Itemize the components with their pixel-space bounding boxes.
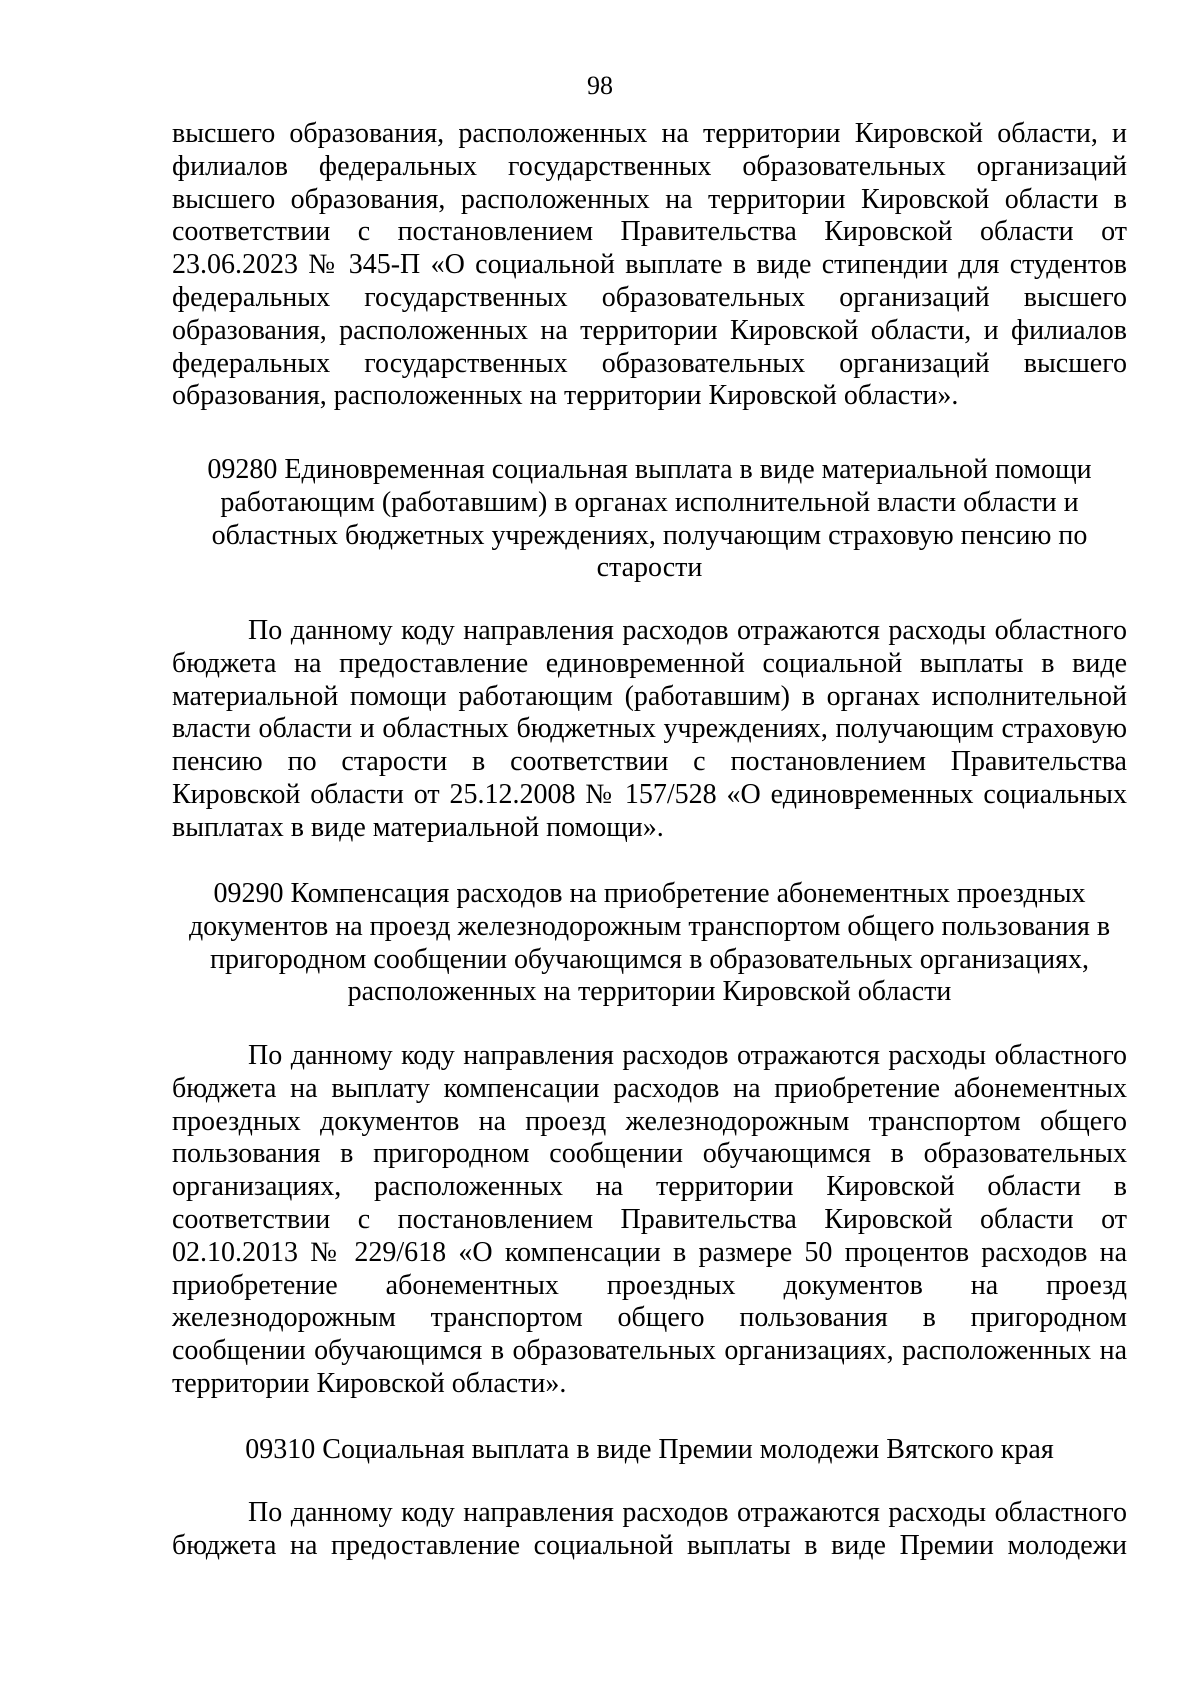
text-line: пользования в пригородном сообщении обучающимся в образовательных — [172, 1138, 1127, 1170]
text-line: федеральных государственных образовательных организаций высшего — [172, 281, 1127, 313]
text-line: бюджета на выплату компенсации расходов на приобретение абонементных — [172, 1072, 1127, 1104]
text-line: бюджета на предоставление единовременной социальной выплаты в виде — [172, 647, 1127, 679]
section-heading-09280 — [172, 454, 1127, 585]
text-line: железнодорожным транспортом общего пользования в пригородном — [172, 1302, 1127, 1334]
paragraph-09280 — [172, 615, 1127, 845]
text-line: приобретение абонементных проездных документов на проезд — [172, 1269, 1127, 1301]
text-line: территории Кировской области». — [172, 1367, 567, 1399]
text-line: 02.10.2013 № 229/618 «О компенсации в размере 50 процентов расходов на — [172, 1236, 1127, 1268]
text-line: сообщении обучающимся в образовательных организациях, расположенных на — [172, 1335, 1127, 1367]
text-line: организациях, расположенных на территории Кировской области в — [172, 1171, 1127, 1203]
heading-line: 09310 Социальная выплата в виде Премии молодежи Вятского края — [245, 1434, 1054, 1465]
heading-line: работающим (работавшим) в органах исполнительной власти области и — [220, 486, 1079, 518]
section-heading-09290 — [172, 878, 1127, 1009]
text-line: соответствии с постановлением Правительства Кировской области от — [172, 1203, 1127, 1235]
text-line: Кировской области от 25.12.2008 № 157/528 «О единовременных социальных — [172, 778, 1127, 810]
heading-line: документов на проезд железнодорожным транспортом общего пользования в — [188, 910, 1111, 942]
text-line: бюджета на предоставление социальной выплаты в виде Премии молодежи — [172, 1529, 1127, 1561]
paragraph-continuation — [172, 118, 1127, 413]
paragraph-09310 — [172, 1497, 1127, 1563]
text-line: федеральных государственных образовательных организаций высшего — [172, 347, 1127, 379]
text-line: 23.06.2023 № 345-П «О социальной выплате в виде стипендии для студентов — [172, 249, 1127, 281]
text-line: образования, расположенных на территории Кировской области, и филиалов — [172, 314, 1127, 346]
heading-line: областных бюджетных учреждениях, получающим страховую пенсию по — [211, 519, 1088, 551]
text-line: соответствии с постановлением Правительства Кировской области от — [172, 216, 1127, 248]
text-line: выплатах в виде материальной помощи». — [172, 811, 664, 843]
text-line: филиалов федеральных государственных образовательных организаций — [172, 150, 1127, 182]
heading-line: старости — [596, 552, 703, 584]
paragraph-09290 — [172, 1040, 1127, 1401]
text-line: По данному коду направления расходов отражаются расходы областного — [248, 1497, 1127, 1528]
text-line: пенсию по старости в соответствии с постановлением Правительства — [172, 746, 1127, 778]
text-line: проездных документов на проезд железнодорожным транспортом общего — [172, 1105, 1127, 1137]
text-line: власти области и областных бюджетных учреждениях, получающим страховую — [172, 713, 1127, 745]
heading-line: расположенных на территории Кировской области — [347, 976, 952, 1008]
heading-line: 09280 Единовременная социальная выплата в виде материальной помощи — [207, 454, 1092, 485]
section-heading-09310 — [172, 1434, 1127, 1467]
text-line: высшего образования, расположенных на территории Кировской области в — [172, 183, 1127, 215]
text-line: По данному коду направления расходов отражаются расходы областного — [248, 1040, 1127, 1071]
text-line: образования, расположенных на территории Кировской области». — [172, 380, 959, 412]
heading-line: пригородном сообщении обучающимся в образовательных организациях, — [210, 943, 1089, 975]
text-line: высшего образования, расположенных на территории Кировской области, и — [172, 118, 1127, 149]
heading-line: 09290 Компенсация расходов на приобретение абонементных проездных — [213, 878, 1086, 909]
page-number: 98 — [587, 71, 613, 100]
text-line: По данному коду направления расходов отражаются расходы областного — [248, 615, 1127, 646]
text-line: материальной помощи работающим (работавшим) в органах исполнительной — [172, 680, 1127, 712]
